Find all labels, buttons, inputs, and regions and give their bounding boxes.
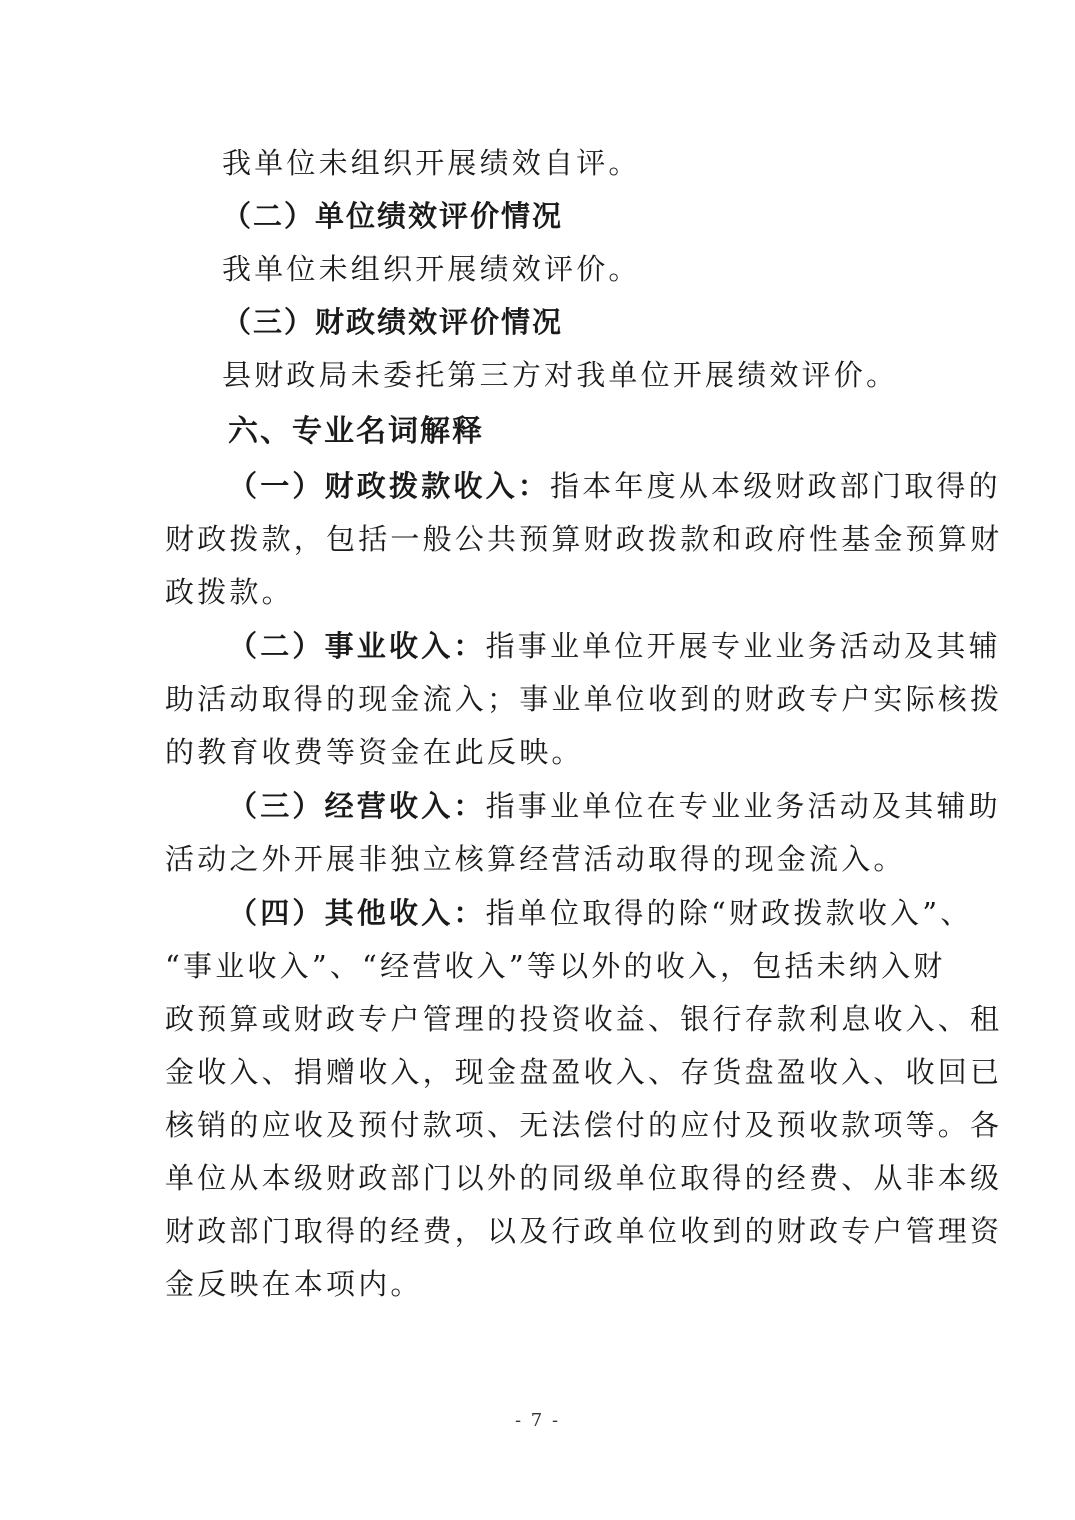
term-other-income-line6: 单位从本级财政部门以外的同级单位取得的经费、从非本级 (165, 1161, 1003, 1195)
paragraph-self-evaluation: 我单位未组织开展绩效自评。 (222, 146, 641, 180)
term-other-income-line8: 金反映在本项内。 (165, 1267, 423, 1301)
term-operating-income (228, 786, 1001, 826)
term-operating-income-line2: 活动之外开展非独立核算经营活动取得的现金流入。 (165, 842, 906, 876)
term-other-income-line5: 核销的应收及预付款项、无法偿付的应付及预收款项等。各 (165, 1108, 1003, 1142)
paragraph-finance-evaluation: 县财政局未委托第三方对我单位开展绩效评价。 (222, 358, 899, 392)
term-business-income (228, 626, 1001, 666)
term-fiscal-appropriation-line3: 政拨款。 (165, 575, 294, 609)
term-definition: 指事业单位开展专业业务活动及其辅 (485, 629, 1001, 663)
subheading-unit-evaluation: （二）单位绩效评价情况 (222, 199, 564, 233)
term-other-income-line2: “事业收入”、“经营收入”等以外的收入，包括未纳入财 (165, 949, 946, 983)
term-label: （四）其他收入： (228, 896, 486, 930)
subheading-finance-evaluation: （三）财政绩效评价情况 (222, 305, 564, 339)
term-definition: 指单位取得的除“财政拨款收入”、 (485, 896, 973, 930)
term-business-income-line3: 的教育收费等资金在此反映。 (165, 735, 584, 769)
term-other-income (228, 893, 978, 933)
term-other-income-line7: 财政部门取得的经费，以及行政单位收到的财政专户管理资 (165, 1214, 1003, 1248)
term-definition: 指本年度从本级财政部门取得的 (550, 469, 1001, 503)
term-other-income-line4: 金收入、捐赠收入，现金盘盈收入、存货盘盈收入、收回已 (165, 1055, 1003, 1089)
page-number: - 7 - (514, 1410, 561, 1431)
paragraph-unit-evaluation: 我单位未组织开展绩效评价。 (222, 252, 641, 286)
term-fiscal-appropriation (228, 466, 1001, 506)
section-heading-glossary: 六、专业名词解释 (228, 414, 484, 449)
term-label: （三）经营收入： (228, 789, 486, 823)
term-fiscal-appropriation-line2: 财政拨款，包括一般公共预算财政拨款和政府性基金预算财 (165, 522, 1003, 556)
term-definition: 指事业单位在专业业务活动及其辅助 (485, 789, 1001, 823)
term-label: （一）财政拨款收入： (228, 469, 551, 503)
term-business-income-line2: 助活动取得的现金流入；事业单位收到的财政专户实际核拨 (165, 682, 1003, 716)
term-label: （二）事业收入： (228, 629, 486, 663)
term-other-income-line3: 政预算或财政专户管理的投资收益、银行存款利息收入、租 (165, 1002, 1003, 1036)
